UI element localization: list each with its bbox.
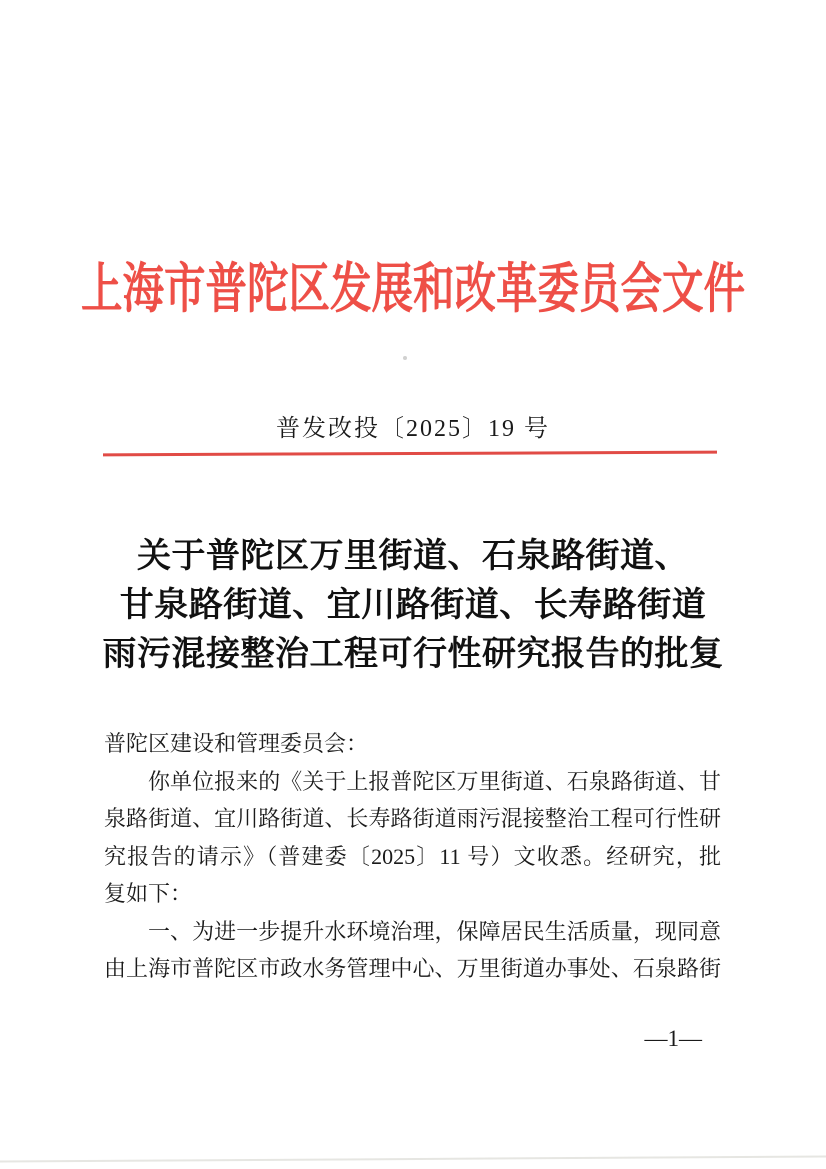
page-number: —1— xyxy=(644,1026,702,1051)
paragraph-2-line-2: 由上海市普陀区市政水务管理中心、万里街道办事处、石泉路街 xyxy=(104,956,721,981)
paragraph-1-line-1: 你单位报来的《关于上报普陀区万里街道、石泉路街道、甘 xyxy=(148,768,721,794)
paragraph-2-line-1: 一、为进一步提升水环境治理，保障居民生活质量，现同意 xyxy=(148,918,721,944)
paragraph-1-line-2: 泉路街道、宜川路街道、长寿路街道雨污混接整治工程可行性研 xyxy=(104,806,721,831)
paragraph-1-line-3: 究报告的请示》（普建委〔2025〕11 号）文收悉。经研究，批 xyxy=(104,843,721,869)
document-title-line-2: 甘泉路街道、宜川路街道、长寿路街道 xyxy=(119,587,707,624)
document-body xyxy=(104,725,721,988)
paragraph-1-line-4: 复如下： xyxy=(104,881,193,906)
document-title-line-3: 雨污混接整治工程可行性研究报告的批复 xyxy=(102,636,724,673)
scan-speck-artifact xyxy=(403,356,407,360)
agency-masthead xyxy=(0,259,826,320)
salutation-line: 普陀区建设和管理委员会： xyxy=(104,731,369,756)
scan-edge-artifact xyxy=(0,1155,826,1162)
document-title-line-1: 关于普陀区万里街道、石泉路街道、 xyxy=(137,538,689,575)
red-divider-line xyxy=(103,451,717,457)
document-reference-number: 普发改投〔2025〕19 号 xyxy=(276,416,550,442)
agency-masthead-text: 上海市普陀区发展和改革委员会文件 xyxy=(80,259,745,319)
document-title xyxy=(0,532,826,679)
